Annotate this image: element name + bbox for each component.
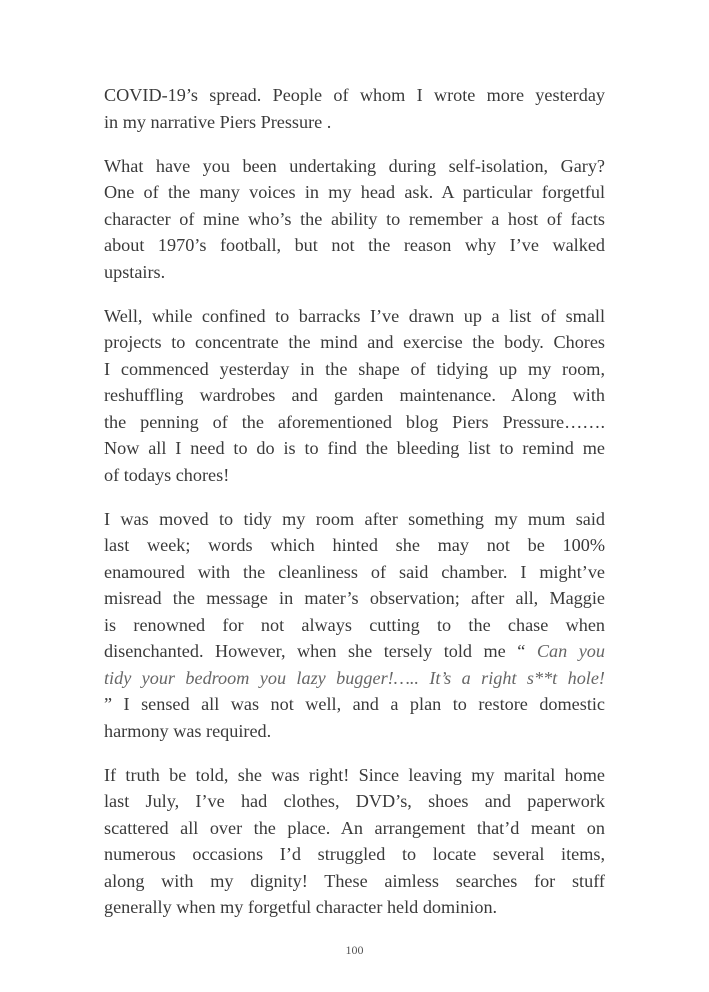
text-line: last week; words which hinted she may not be 100% xyxy=(104,535,605,555)
text-line: misread the message in mater’s observation; after all, Maggie xyxy=(104,588,605,608)
text-line: Well, while confined to barracks I’ve drawn up a list of small xyxy=(104,305,605,326)
text-line: is renowned for not always cutting to the chase when xyxy=(104,614,605,635)
paragraph-1 xyxy=(104,82,605,135)
text-line: last July, I’ve had clothes, DVD’s, shoes and paperwork xyxy=(104,791,605,811)
text-line: of todays chores! xyxy=(104,464,230,485)
text-line: COVID-19’s spread. People of whom I wrote more yesterday xyxy=(104,85,605,105)
paragraph-3 xyxy=(104,303,605,489)
text-line: reshuffling wardrobes and garden maintenance. Along with xyxy=(104,385,605,405)
text-line: ” I sensed all was not well, and a plan to restore domestic xyxy=(104,694,605,714)
text-line: What have you been undertaking during self-isolation, Gary? xyxy=(104,155,605,176)
text-line: scattered all over the place. An arrangement that’d meant on xyxy=(104,817,605,838)
text-line: upstairs. xyxy=(104,261,166,282)
text-line: One of the many voices in my head ask. A particular forgetful xyxy=(104,182,605,202)
page-number: 100 xyxy=(345,943,364,957)
text-run: disenchanted. However, when she tersely told me “ xyxy=(104,641,537,661)
quote-italic-line: tidy your bedroom you lazy bugger!….. It’s a right s**t hole! xyxy=(104,667,605,688)
text-line: generally when my forgetful character held dominion. xyxy=(104,897,498,917)
text-line xyxy=(104,638,605,665)
text-line: the penning of the aforementioned blog Piers Pressure……. xyxy=(104,411,605,432)
text-line: I was moved to tidy my room after something my mum said xyxy=(104,508,605,529)
text-line: in my narrative Piers Pressure . xyxy=(104,111,332,132)
text-line: harmony was required. xyxy=(104,720,272,741)
text-line: Now all I need to do is to find the bleeding list to remind me xyxy=(104,438,605,458)
text-line: about 1970’s football, but not the reason why I’ve walked xyxy=(104,235,605,255)
text-line: along with my dignity! These aimless searches for stuff xyxy=(104,870,605,891)
text-line: enamoured with the cleanliness of said chamber. I might’ve xyxy=(104,561,605,582)
text-line: I commenced yesterday in the shape of tidying up my room, xyxy=(104,358,605,379)
text-line: projects to concentrate the mind and exercise the body. Chores xyxy=(104,332,605,352)
text-line: If truth be told, she was right! Since leaving my marital home xyxy=(104,764,605,785)
text-line: numerous occasions I’d struggled to locate several items, xyxy=(104,844,605,864)
paragraph-4 xyxy=(104,506,605,745)
text-line: character of mine who’s the ability to remember a host of facts xyxy=(104,208,605,229)
paragraph-5 xyxy=(104,762,605,921)
quote-italic: Can you xyxy=(536,641,605,661)
paragraph-2 xyxy=(104,153,605,286)
page-body xyxy=(104,82,605,938)
